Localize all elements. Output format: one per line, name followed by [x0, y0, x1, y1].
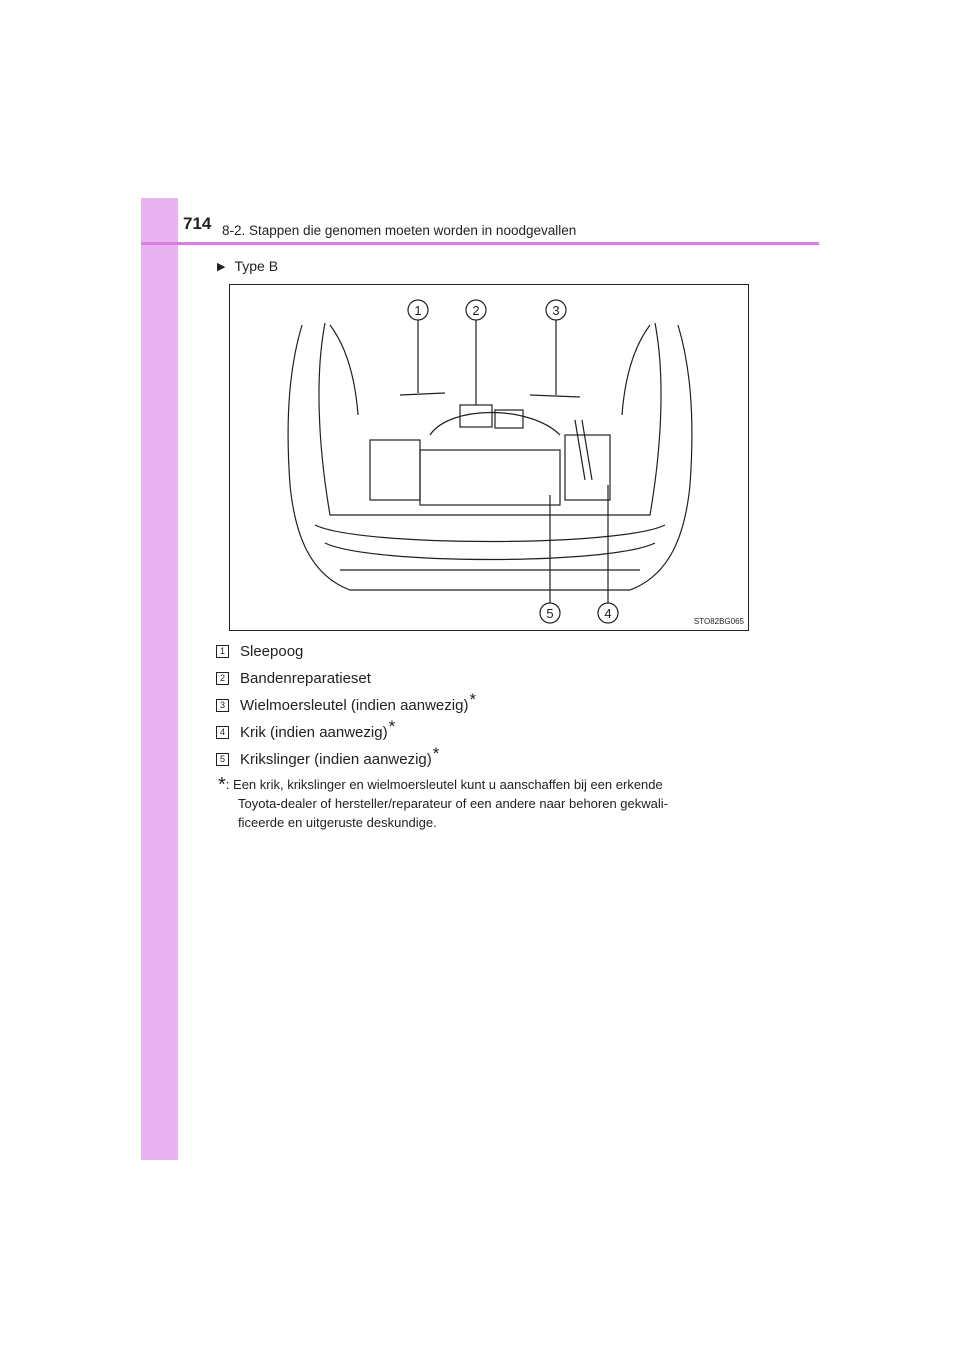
legend-item	[216, 638, 476, 665]
footnote	[218, 774, 753, 832]
luggage-compartment-illustration	[229, 284, 749, 631]
legend-label: Wielmoersleutel (indien aanwezig)	[240, 697, 469, 714]
footnote-line-3: ficeerde en uitgeruste deskundige.	[238, 815, 437, 830]
legend-item	[216, 743, 476, 773]
triangle-bullet-icon: ▶	[217, 260, 226, 273]
legend-label: Krik (indien aanwezig)	[240, 724, 388, 741]
callout-2: 2	[472, 303, 480, 318]
figure-code: STO82BG065	[693, 617, 744, 626]
footnote-line-1: : Een krik, krikslinger en wielmoersleutel kunt u aanschaffen bij een erkende	[225, 777, 663, 792]
number-badge: 3	[216, 699, 229, 712]
footnote-marker: *	[388, 716, 396, 736]
footnote-line-2: Toyota-dealer of hersteller/reparateur of een andere naar behoren gekwali-	[238, 796, 668, 811]
legend-item	[216, 689, 477, 719]
callout-1: 1	[414, 303, 422, 318]
footnote-marker: *	[432, 743, 440, 763]
car-trunk-drawing	[230, 285, 748, 630]
callout-3: 3	[552, 303, 560, 318]
type-heading	[217, 258, 278, 274]
type-heading-label: Type B	[234, 258, 279, 274]
header-rule	[141, 242, 819, 245]
legend-label: Bandenreparatieset	[240, 670, 371, 687]
legend-label: Krikslinger (indien aanwezig)	[240, 751, 432, 768]
section-title: 8-2. Stappen die genomen moeten worden in noodgevallen	[222, 223, 577, 238]
legend-label: Sleepoog	[240, 643, 304, 660]
number-badge: 1	[216, 645, 229, 658]
footnote-star: *	[218, 774, 226, 796]
callout-4: 4	[604, 606, 612, 621]
number-badge: 4	[216, 726, 229, 739]
legend-item	[216, 716, 476, 746]
number-badge: 5	[216, 753, 229, 766]
page-number: 714	[183, 214, 212, 233]
callout-5: 5	[546, 606, 554, 621]
number-badge: 2	[216, 672, 229, 685]
legend-list	[216, 638, 476, 773]
legend-item	[216, 665, 476, 692]
footnote-marker: *	[469, 689, 477, 709]
chapter-side-band	[141, 198, 178, 1160]
